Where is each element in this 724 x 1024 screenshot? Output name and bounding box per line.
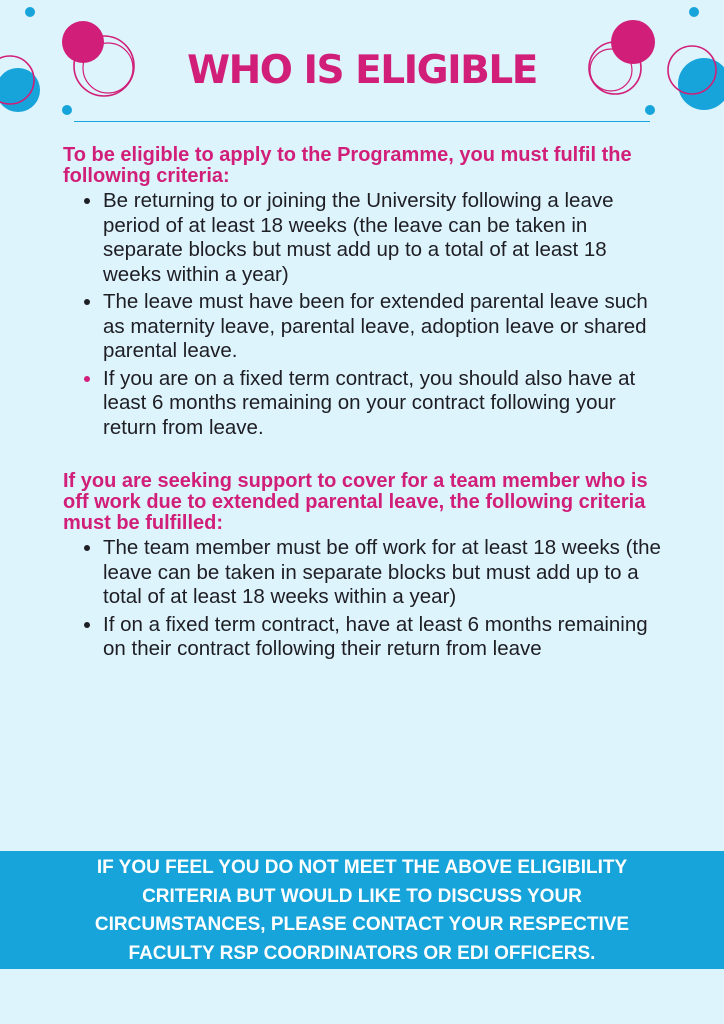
list-item: • Be returning to or joining the University following a leave period of at least 18 weeks (the leave can be taken in separate blocks but must add up to a total of at least 18 weeks within a year)	[103, 189, 663, 287]
banner-line: CRITERIA BUT WOULD LIKE TO DISCUSS YOUR	[142, 885, 582, 907]
banner-line: IF YOU FEEL YOU DO NOT MEET THE ABOVE ELIGIBILITY	[96, 857, 628, 878]
list-item: • If on a fixed term contract, have at least 6 months remaining on their contract following their return from leave	[103, 613, 663, 662]
team-cover-criteria-heading: If you are seeking support to cover for a team member who is off work due to extended parental leave, the following criteria must be fulfilled:	[63, 470, 648, 534]
list-item: • The leave must have been for extended parental leave such as maternity leave, parental leave, adoption leave or shared parental leave.	[103, 290, 663, 364]
title-divider	[74, 121, 650, 122]
applicant-criteria-list	[63, 189, 663, 440]
right-blue-dot-bottom	[645, 105, 655, 115]
banner-line: FACULTY RSP COORDINATORS OR EDI OFFICERS.	[128, 942, 596, 964]
right-blue-dot-top	[689, 7, 699, 17]
list-item: • The team member must be off work for at least 18 weeks (the leave can be taken in separate blocks but must add up to a total of at least 18 weeks within a year)	[103, 536, 663, 610]
left-blue-dot-top	[25, 7, 35, 17]
applicant-criteria-section	[63, 145, 663, 440]
page-title: WHO IS ELIGIBLE	[187, 48, 537, 93]
contact-banner	[0, 851, 724, 969]
team-cover-criteria-list	[63, 536, 663, 662]
left-blue-dot-bottom	[62, 105, 72, 115]
eligibility-content	[63, 145, 663, 665]
banner-line: CIRCUMSTANCES, PLEASE CONTACT YOUR RESPECTIVE	[94, 914, 630, 935]
applicant-criteria-heading: To be eligible to apply to the Programme, you must fulfil the following criteria:	[63, 144, 632, 187]
team-cover-criteria-section	[63, 471, 663, 662]
list-item: • If you are on a fixed term contract, you should also have at least 6 months remaining on your contract following your return from leave.	[103, 367, 663, 441]
